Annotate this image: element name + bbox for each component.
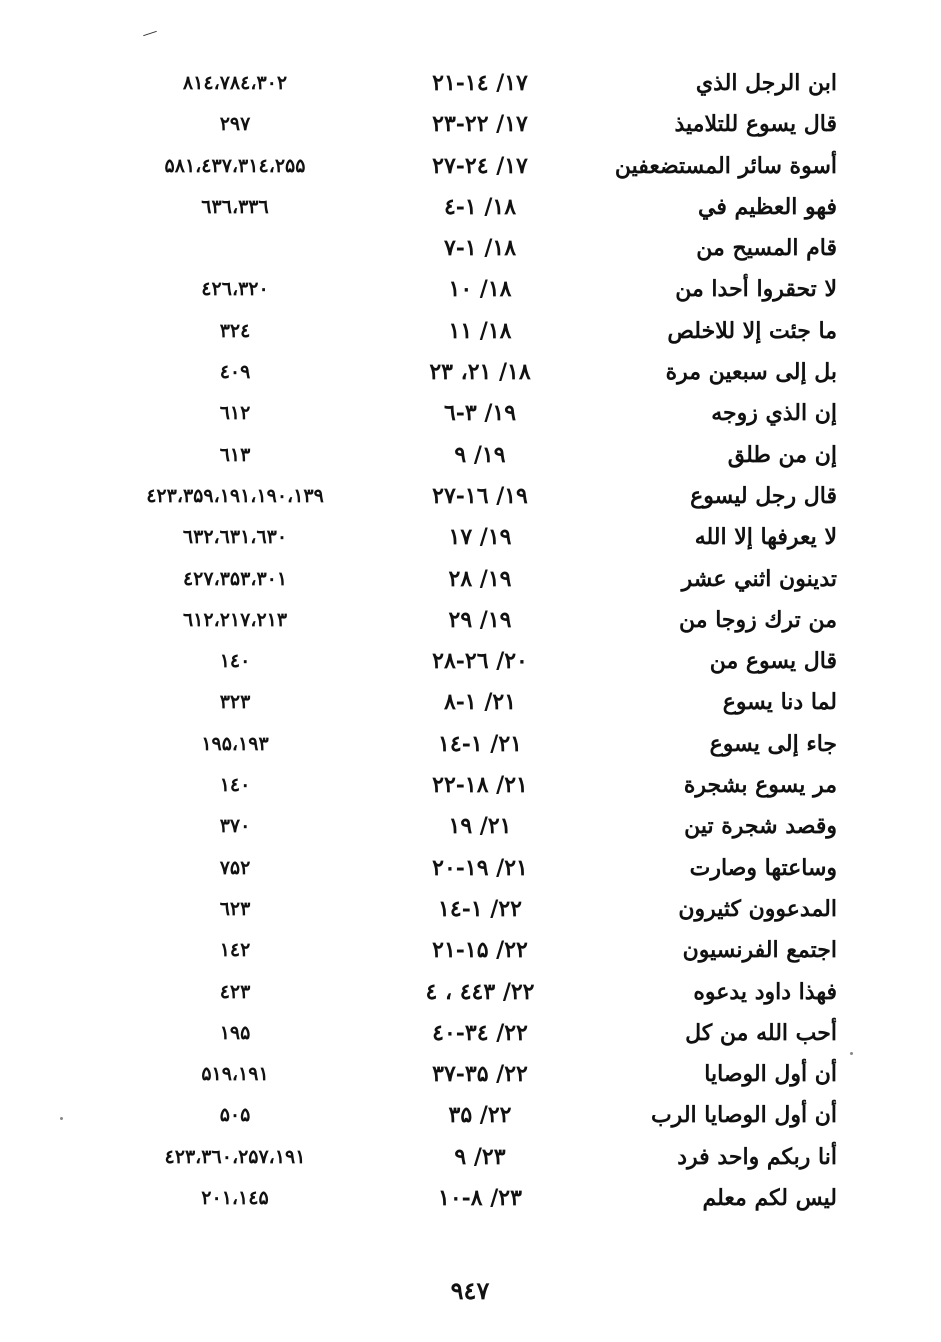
pages-cell: ٤۲٦،۳۲۰	[201, 278, 269, 301]
reference-cell: ۲۳ ،۲۱ /۱۸	[429, 359, 531, 386]
reference-cell: ۲۳-۲۲ /۱۷	[432, 111, 528, 138]
reference-cell: ۸-۱ /۲۱	[443, 689, 517, 716]
pages-cell: ۳۲٤	[219, 319, 251, 342]
reference-cell: ۹ /۲۳	[454, 1143, 506, 1170]
reference-cell: ۱۷ /۱۹	[448, 524, 512, 551]
phrase-cell: أسوة سائر المستضعفين	[614, 152, 837, 179]
table-row	[0, 641, 941, 682]
table-row	[0, 806, 941, 847]
phrase-cell: ليس لكم معلم	[702, 1185, 837, 1212]
phrase-cell: بل إلى سبعين مرة	[665, 359, 837, 386]
pages-cell: ٦۲۳	[219, 897, 251, 920]
table-row	[0, 848, 941, 889]
table-row	[0, 476, 941, 517]
pages-cell: ۲۹۷	[219, 113, 251, 136]
table-row	[0, 393, 941, 434]
reference-cell: ٤-۱ /۱۸	[443, 193, 517, 220]
reference-cell: ۲۱-۱٤ /۱۷	[432, 70, 528, 96]
pages-cell: ٤۲۳،۳۵۹،۱۹۱،۱۹۰،۱۳۹	[146, 484, 324, 507]
table-row	[0, 1095, 941, 1136]
reference-cell: ٤۰-۳٤ /۲۲	[432, 1019, 528, 1046]
pages-cell: ۳۷۰	[219, 815, 251, 838]
stray-pen-mark	[143, 31, 157, 36]
reference-cell: ۲۷-۲٤ /۱۷	[432, 152, 528, 179]
table-row	[0, 889, 941, 930]
phrase-cell: لا تحقروا أحدا من	[675, 276, 837, 303]
pages-cell: ٦۳۲،٦۳۱،٦۳۰	[182, 526, 288, 549]
phrase-cell: من ترك زوجا من	[679, 606, 837, 633]
pages-cell: ۸۱٤،۷۸٤،۳۰۲	[182, 72, 288, 94]
reference-cell: ۱۱ /۱۸	[448, 317, 512, 344]
table-row	[0, 1178, 941, 1219]
table-row	[0, 724, 941, 765]
pages-cell: ۱٤۰	[219, 650, 251, 673]
reference-cell: ۲۸-۲٦ /۲۰	[432, 648, 528, 675]
phrase-cell: لا يعرفها إلا الله	[694, 524, 837, 551]
reference-cell: ۳۷-۳۵ /۲۲	[432, 1061, 528, 1088]
table-row	[0, 1013, 941, 1054]
reference-cell: ۲۷-۱٦ /۱۹	[432, 482, 528, 509]
pages-cell: ٦۱۲	[219, 402, 251, 425]
pages-cell: ۵۰۵	[219, 1104, 251, 1127]
phrase-cell: المدعوون كثيرون	[678, 895, 837, 922]
table-row	[0, 972, 941, 1013]
reference-cell: ۱۹ /۲۱	[448, 813, 512, 840]
page-number: ۹٤۷	[450, 1276, 490, 1305]
phrase-cell: قال يسوع للتلاميذ	[674, 111, 837, 138]
table-row	[0, 600, 941, 641]
pages-cell: ۵۸۱،٤۳۷،۳۱٤،۲۵۵	[164, 154, 306, 177]
phrase-cell: وساعتها وصارت	[689, 854, 837, 881]
phrase-cell: قال يسوع من	[709, 648, 837, 675]
table-row	[0, 517, 941, 558]
pages-cell: ۵۱۹،۱۹۱	[201, 1063, 269, 1086]
phrase-cell: وقصد شجرة تين	[684, 813, 837, 840]
phrase-cell: قال رجل ليسوع	[690, 482, 837, 509]
phrase-cell: أنا ربكم واحد فرد	[677, 1143, 837, 1170]
phrase-cell: اجتمع الفرنسيون	[682, 937, 837, 964]
phrase-cell: قام المسيح من	[696, 235, 837, 262]
reference-cell: ۲۲-۱۸ /۲۱	[432, 772, 528, 799]
reference-cell: ۲۰-۱۹ /۲۱	[432, 854, 528, 881]
phrase-cell: ابن الرجل الذي	[695, 70, 837, 96]
table-row	[0, 765, 941, 806]
pages-cell: ٦۱۳	[219, 443, 251, 466]
phrase-cell: أن أول الوصايا الرب	[650, 1102, 837, 1129]
reference-cell: ٤٤ ، ٤۳ /۲۲	[425, 978, 535, 1005]
pages-cell: ۱۹۵،۱۹۳	[201, 732, 269, 755]
phrase-cell: فهذا داود يدعوه	[693, 978, 837, 1005]
pages-cell: ٤۲۳	[219, 980, 251, 1003]
phrase-cell: فهو العظيم في	[698, 193, 837, 220]
pages-cell: ٦۱۲،۲۱۷،۲۱۳	[182, 608, 288, 631]
table-row	[0, 104, 941, 145]
table-row	[0, 311, 941, 352]
phrase-cell: تدينون اثني عشر	[681, 565, 837, 592]
pages-cell: ۳۲۳	[219, 691, 251, 714]
table-row	[0, 930, 941, 971]
table-row	[0, 63, 941, 104]
pages-cell: ۲۰۱،۱٤۵	[201, 1187, 269, 1210]
phrase-cell: مر يسوع بشجرة	[683, 772, 837, 799]
phrase-cell: أن أول الوصايا	[704, 1061, 837, 1088]
table-row	[0, 682, 941, 723]
pages-cell: ۷۵۲	[219, 856, 251, 879]
table-row	[0, 187, 941, 228]
reference-cell: ۷-۱ /۱۸	[443, 235, 517, 262]
reference-cell: ۲۹ /۱۹	[448, 606, 512, 633]
reference-cell: ۱٤-۱ /۲۱	[438, 730, 522, 757]
table-row	[0, 146, 941, 187]
pages-cell: ٦۳٦،۳۳٦	[201, 195, 269, 218]
index-table	[0, 63, 941, 1219]
pages-cell: ۱۹۵	[219, 1021, 251, 1044]
pages-cell: ۱٤۰	[219, 774, 251, 797]
table-row	[0, 352, 941, 393]
phrase-cell: أحب الله من كل	[685, 1019, 837, 1046]
table-row	[0, 269, 941, 310]
reference-cell: ۲۸ /۱۹	[448, 565, 512, 592]
table-row	[0, 228, 941, 269]
pages-cell: ۱٤۲	[219, 939, 251, 962]
phrase-cell: إن الذي زوجه	[711, 400, 837, 427]
phrase-cell: جاء إلى يسوع	[709, 730, 837, 757]
reference-cell: ۱٤-۱ /۲۲	[438, 895, 522, 922]
table-row	[0, 1137, 941, 1178]
reference-cell: ۱۰ /۱۸	[448, 276, 512, 303]
table-row	[0, 559, 941, 600]
pages-cell: ٤۲۳،۳٦۰،۲۵۷،۱۹۱	[164, 1145, 306, 1168]
pages-cell	[100, 228, 370, 269]
reference-cell: ۳۵ /۲۲	[448, 1102, 512, 1129]
phrase-cell: إن من طلق	[727, 441, 837, 468]
reference-cell: ۱۰-۸ /۲۳	[438, 1185, 522, 1212]
reference-cell: ٦-۳ /۱۹	[443, 400, 517, 427]
phrase-cell: ما جئت إلا للاخلص	[667, 317, 837, 344]
reference-cell: ۲۱-۱۵ /۲۲	[432, 937, 528, 964]
reference-cell: ۹ /۱۹	[454, 441, 506, 468]
table-row	[0, 435, 941, 476]
table-row	[0, 1054, 941, 1095]
pages-cell: ٤۲۷،۳۵۳،۳۰۱	[182, 567, 288, 590]
pages-cell: ٤۰۹	[219, 361, 251, 384]
phrase-cell: لما دنا يسوع	[722, 689, 837, 716]
